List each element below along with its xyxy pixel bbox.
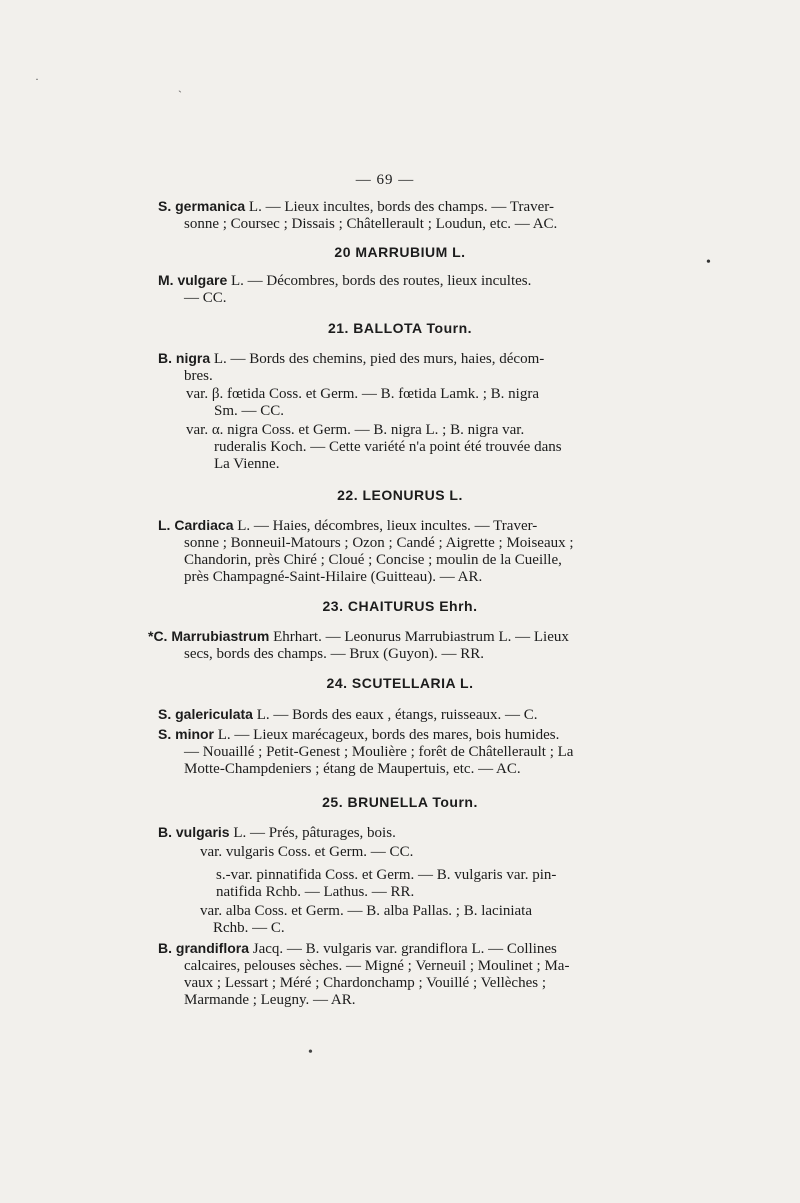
entry-line: calcaires, pelouses sèches. — Migné ; Verneuil ; Moulinet ; Ma- xyxy=(184,958,570,974)
entry-line: L. — Bords des eaux , étangs, ruisseaux. — C. xyxy=(252,707,538,723)
entry-b-vulgaris xyxy=(158,824,590,842)
entry-line: natifida Rchb. — Lathus. — RR. xyxy=(216,884,415,900)
section-heading-23: 23. CHAITURUS Ehrh. xyxy=(322,598,478,614)
entry-line: sonne ; Coursec ; Dissais ; Châtellerault ; Loudun, etc. — AC. xyxy=(184,216,558,232)
variety-vulgaris xyxy=(200,844,604,861)
entry-line: — Nouaillé ; Petit-Genest ; Moulière ; forêt de Châtellerault ; La xyxy=(184,744,574,760)
speck: • xyxy=(706,255,711,270)
entry-line: L. — Bords des chemins, pied des murs, haies, décom- xyxy=(210,351,545,367)
entry-line: var. alba Coss. et Germ. — B. alba Pallas. ; B. laciniata xyxy=(200,903,533,919)
entry-line: Rchb. — C. xyxy=(213,920,285,936)
species-name: S. germanica xyxy=(158,198,246,214)
variety-alpha-nigra xyxy=(186,422,590,473)
section-heading-21: 21. BALLOTA Tourn. xyxy=(327,320,473,336)
section-heading-20: 20 MARRUBIUM L. xyxy=(334,244,466,260)
entry-line: var. β. fœtida Coss. et Germ. — B. fœtida Lamk. ; B. nigra xyxy=(186,386,539,402)
entry-line: près Champagné-Saint-Hilaire (Guitteau). — AR. xyxy=(184,569,483,585)
species-name: S. galericulata xyxy=(158,706,253,722)
entry-c-marrubiastrum xyxy=(148,628,590,663)
speck: • xyxy=(308,1045,313,1060)
entry-line: Jacq. — B. vulgaris var. grandiflora L. — Collines xyxy=(249,941,557,957)
entry-line: vaux ; Lessart ; Méré ; Chardonchamp ; Vouillé ; Vellèches ; xyxy=(184,975,547,991)
entry-line: var. vulgaris Coss. et Germ. — CC. xyxy=(200,844,414,860)
entry-line: Marmande ; Leugny. — AR. xyxy=(184,992,356,1008)
entry-line: La Vienne. xyxy=(214,456,280,472)
species-name: B. vulgaris xyxy=(158,824,230,840)
entry-line: — CC. xyxy=(184,290,227,306)
entry-l-cardiaca xyxy=(158,517,590,586)
species-name: B. nigra xyxy=(158,350,211,366)
entry-line: L. — Lieux marécageux, bords des mares, bois humides. xyxy=(214,727,560,743)
page-number: — 69 — xyxy=(355,172,415,188)
entry-s-germanica xyxy=(158,198,590,233)
section-heading-25: 25. BRUNELLA Tourn. xyxy=(322,794,478,810)
section-heading-24: 24. SCUTELLARIA L. xyxy=(326,675,474,691)
entry-line: Ehrhart. — Leonurus Marrubiastrum L. — Lieux xyxy=(269,629,569,645)
entry-line: L. — Haies, décombres, lieux incultes. — Traver- xyxy=(233,518,538,534)
entry-line: L. — Décombres, bords des routes, lieux incultes. xyxy=(227,273,532,289)
entry-line: var. α. nigra Coss. et Germ. — B. nigra L. ; B. nigra var. xyxy=(186,422,525,438)
entry-b-nigra xyxy=(158,350,590,385)
entry-line: sonne ; Bonneuil-Matours ; Ozon ; Candé ; Aigrette ; Moiseaux ; xyxy=(184,535,574,551)
variety-foetida xyxy=(186,386,590,420)
species-name: L. Cardiaca xyxy=(158,517,234,533)
subvariety-pinnatifida xyxy=(216,867,590,901)
species-name: M. vulgare xyxy=(158,272,228,288)
entry-line: Sm. — CC. xyxy=(214,403,285,419)
entry-line: secs, bords des champs. — Brux (Guyon). — RR. xyxy=(184,646,484,662)
entry-m-vulgare xyxy=(158,272,590,307)
entry-line: L. — Lieux incultes, bords des champs. — Traver- xyxy=(245,199,554,215)
species-name: *C. Marrubiastrum xyxy=(148,628,270,644)
entry-line: Chandorin, près Chiré ; Cloué ; Concise ; moulin de la Cueille, xyxy=(184,552,562,568)
section-heading-22: 22. LEONURUS L. xyxy=(337,487,463,503)
entry-s-galericulata xyxy=(158,706,590,724)
entry-line: s.-var. pinnatifida Coss. et Germ. — B. vulgaris var. pin- xyxy=(216,867,557,883)
entry-line: bres. xyxy=(184,368,213,384)
entry-line: ruderalis Koch. — Cette variété n'a point été trouvée dans xyxy=(214,439,562,455)
speck: ` xyxy=(178,88,182,102)
species-name: B. grandiflora xyxy=(158,940,250,956)
entry-line: L. — Prés, pâturages, bois. xyxy=(229,825,396,841)
species-name: S. minor xyxy=(158,726,215,742)
speck: · xyxy=(35,72,39,86)
entry-s-minor xyxy=(158,726,590,778)
variety-alba xyxy=(200,903,590,937)
entry-b-grandiflora xyxy=(158,940,590,1009)
entry-line: Motte-Champdeniers ; étang de Maupertuis, etc. — AC. xyxy=(184,761,521,777)
